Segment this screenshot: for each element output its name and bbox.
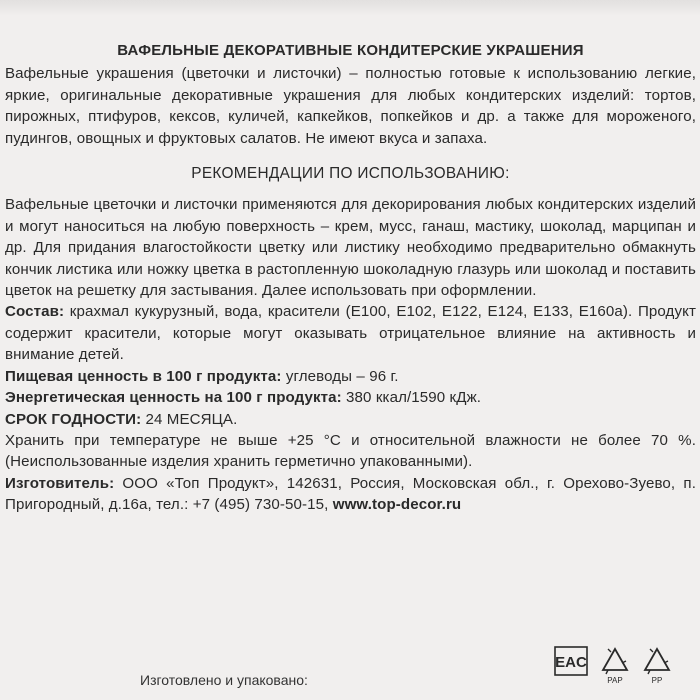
composition-paragraph xyxy=(5,301,696,365)
pap-text: PAP xyxy=(607,676,623,685)
energy-line xyxy=(5,387,696,408)
recommendations-heading: РЕКОМЕНДАЦИИ ПО ИСПОЛЬЗОВАНИЮ: xyxy=(191,165,510,183)
eac-mark-text: EAC xyxy=(555,654,587,671)
energy-text: 380 ккал/1590 кДж. xyxy=(341,389,482,407)
certification-marks xyxy=(554,646,672,686)
intro-paragraph: Вафельные украшения (цветочки и листочки) – полностью готовые к использованию легкие, яркие, оригинальные декоративные украшения для любых кондитерских изделий: тортов, пирожных, птифуров, кексов, куличей, капкейков, попкейков и др. а также для мороженого, пудингов, овощных и фруктовых салатов. Не имеют вкуса и запаха. xyxy=(5,65,696,147)
shelf-life-line xyxy=(5,409,696,430)
manufacturer-label: Изготовитель: xyxy=(5,474,115,492)
made-and-packed-caption: Изготовлено и упаковано: xyxy=(140,672,308,688)
shelf-life-label: СРОК ГОДНОСТИ: xyxy=(5,410,142,428)
shelf-life-text: 24 МЕСЯЦА. xyxy=(141,410,238,428)
eac-mark-icon xyxy=(554,646,588,676)
recycling-pp-icon xyxy=(642,646,672,686)
recommendations-paragraph: Вафельные цветочки и листочки применяются для декорирования любых кондитерских изделий и могут наноситься на любую поверхность – крем, мусс, ганаш, мастику, шоколад, марципан и др. Для придания влагостойкости цветку или листику необходимо предварительно обмакнуть кончик листика или ножку цветка в растопленную шоколадную глазурь или шоколад и поставить цветок на решетку для застывания. Далее использовать при оформлении. xyxy=(5,196,696,300)
nutrition-label: Пищевая ценность в 100 г продукта: xyxy=(5,367,282,385)
composition-label: Состав: xyxy=(5,303,65,321)
manufacturer-website: www.top-decor.ru xyxy=(332,496,462,514)
product-label xyxy=(0,14,700,700)
energy-label: Энергетическая ценность на 100 г продукта: xyxy=(5,389,342,407)
nutrition-text: углеводы – 96 г. xyxy=(281,367,399,385)
recycling-pap-icon xyxy=(600,646,630,686)
manufacturer-text: ООО «Топ Продукт», 142631, Россия, Московская обл., г. Орехово-Зуево, п. Пригородный, д.16а, тел.: +7 (495) 730-50-15, xyxy=(5,474,696,514)
composition-text: крахмал кукурузный, вода, красители (Е100, Е102, Е122, Е124, Е133, Е160а). Продукт содержит красители, которые могут оказывать отрицательное влияние на активность и внимание детей. xyxy=(5,303,696,364)
nutrition-line xyxy=(5,366,696,387)
pp-text: PP xyxy=(651,676,663,685)
storage-paragraph: Хранить при температуре не выше +25 °С и относительной влажности не более 70 %. (Неиспользованные изделия хранить герметично упакованными). xyxy=(5,431,696,471)
manufacturer-paragraph xyxy=(5,473,696,516)
label-title: ВАФЕЛЬНЫЕ ДЕКОРАТИВНЫЕ КОНДИТЕРСКИЕ УКРАШЕНИЯ xyxy=(117,42,584,59)
